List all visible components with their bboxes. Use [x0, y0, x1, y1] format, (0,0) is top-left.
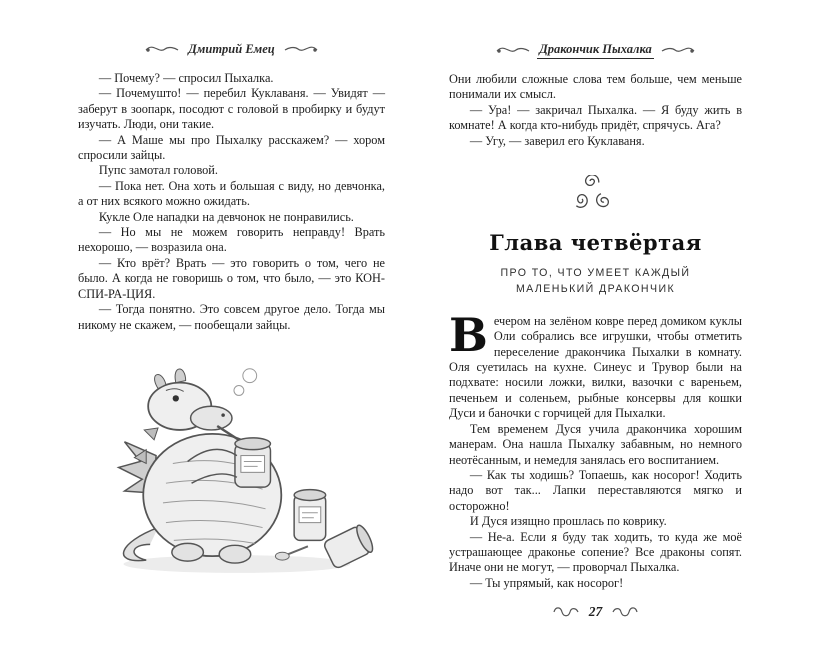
triskelion-ornament-icon — [449, 175, 742, 220]
paragraph: И Дуся изящно прошлась по коврику. — [469, 514, 667, 529]
right-page — [449, 42, 742, 655]
paragraph: — Ура! — закричал Пыхалка. — Я буду жить в комнате! А когда кто-нибудь придёт, спрячусь. Ага? — [449, 102, 742, 133]
drop-cap: В — [449, 307, 488, 362]
paragraph: — Ты упрямый, как носорог! — [469, 575, 624, 590]
paragraph: Пупс замотал головой. — [98, 163, 218, 178]
swirl-ornament-icon — [612, 607, 638, 617]
leaf-flourish-icon — [496, 45, 530, 57]
dragon-illustration — [89, 345, 375, 582]
paragraph-text: ечером на зелёном ковре перед домиком куклы Оли собрались все игрушки, чтобы отметить переселение дракончика Пыхалки в комнату. Оля суетилась на кухне. Синеус и Трувор были на подхвате: носили ложки, вилки, вазочки с вареньем, печеньем и соленьем, рыбные консервы для кошки Дуси и баночки с горчицей для Пыхалки. — [449, 313, 742, 421]
paragraph: — Как ты ходишь? Топаешь, как носорог! Ходить надо вот так... Лапки переставляются мягко и осторожно! — [449, 467, 742, 513]
paragraph: Кукле Оле нападки на девчонок не понравились. — [98, 209, 354, 224]
left-page — [78, 42, 385, 655]
chapter-title: Глава четвёртая — [489, 230, 702, 256]
paragraph: — А Маше мы про Пыхалку расскажем? — хором спросили зайцы. — [78, 132, 385, 163]
chapter-subtitle: ПРО ТО, ЧТО УМЕЕТ КАЖДЫЙ МАЛЕНЬКИЙ ДРАКОНЧИК — [500, 267, 691, 296]
paragraph: — Почему? — спросил Пыхалка. — [98, 71, 274, 85]
paragraph: Тем временем Дуся учила дракончика хорошим манерам. Она нашла Пыхалку забавным, но немного неотёсанным, и немедля занялась его воспитанием. — [449, 421, 742, 467]
right-page-top-text — [449, 72, 742, 149]
book-title: Дракончик Пыхалка — [537, 42, 653, 59]
page-number: 27 — [588, 604, 603, 620]
paragraph-with-dropcap — [449, 307, 742, 422]
paragraph: Они любили сложные слова тем больше, чем меньше понимали их смысл. — [449, 72, 742, 102]
paragraph: — Тогда понятно. Это совсем другое дело. Тогда мы никому не скажем, — пообещали зайцы. — [78, 302, 385, 332]
paragraph: — Угу, — заверил его Куклаваня. — [469, 133, 645, 148]
paragraph: — Почемушто! — перебил Куклаваня. — Увидят — заберут в зоопарк, посодют с головой в пробирку и будут изучать. Люди, они такие. — [78, 86, 385, 132]
swirl-ornament-icon — [553, 607, 579, 617]
paragraph: — Пока нет. Она хоть и большая с виду, но девчонка, а от них всякого можно ожидать. — [78, 178, 385, 209]
page-footer — [449, 604, 742, 620]
leaf-flourish-icon — [284, 44, 318, 56]
left-page-text — [78, 71, 385, 333]
leaf-flourish-icon — [145, 44, 179, 56]
paragraph: — Но мы не можем говорить неправду! Врать нехорошо, — возразила она. — [78, 225, 385, 255]
leaf-flourish-icon — [661, 45, 695, 57]
author-name: Дмитрий Емец — [188, 42, 275, 56]
left-page-header — [78, 42, 385, 58]
right-page-header — [449, 42, 742, 59]
paragraph: — Не-а. Если я буду так ходить, то куда же моё устрашающее драконье сопение? Все драконы сопят. Иначе они не могут, — проворчал Пыхалка. — [449, 529, 742, 575]
right-page-body-text — [449, 307, 742, 591]
paragraph: — Кто врёт? Врать — это говорить о том, чего не было. А когда не говоришь о том, что было, — это КОН-СПИ-РА-ЦИЯ. — [78, 255, 385, 301]
